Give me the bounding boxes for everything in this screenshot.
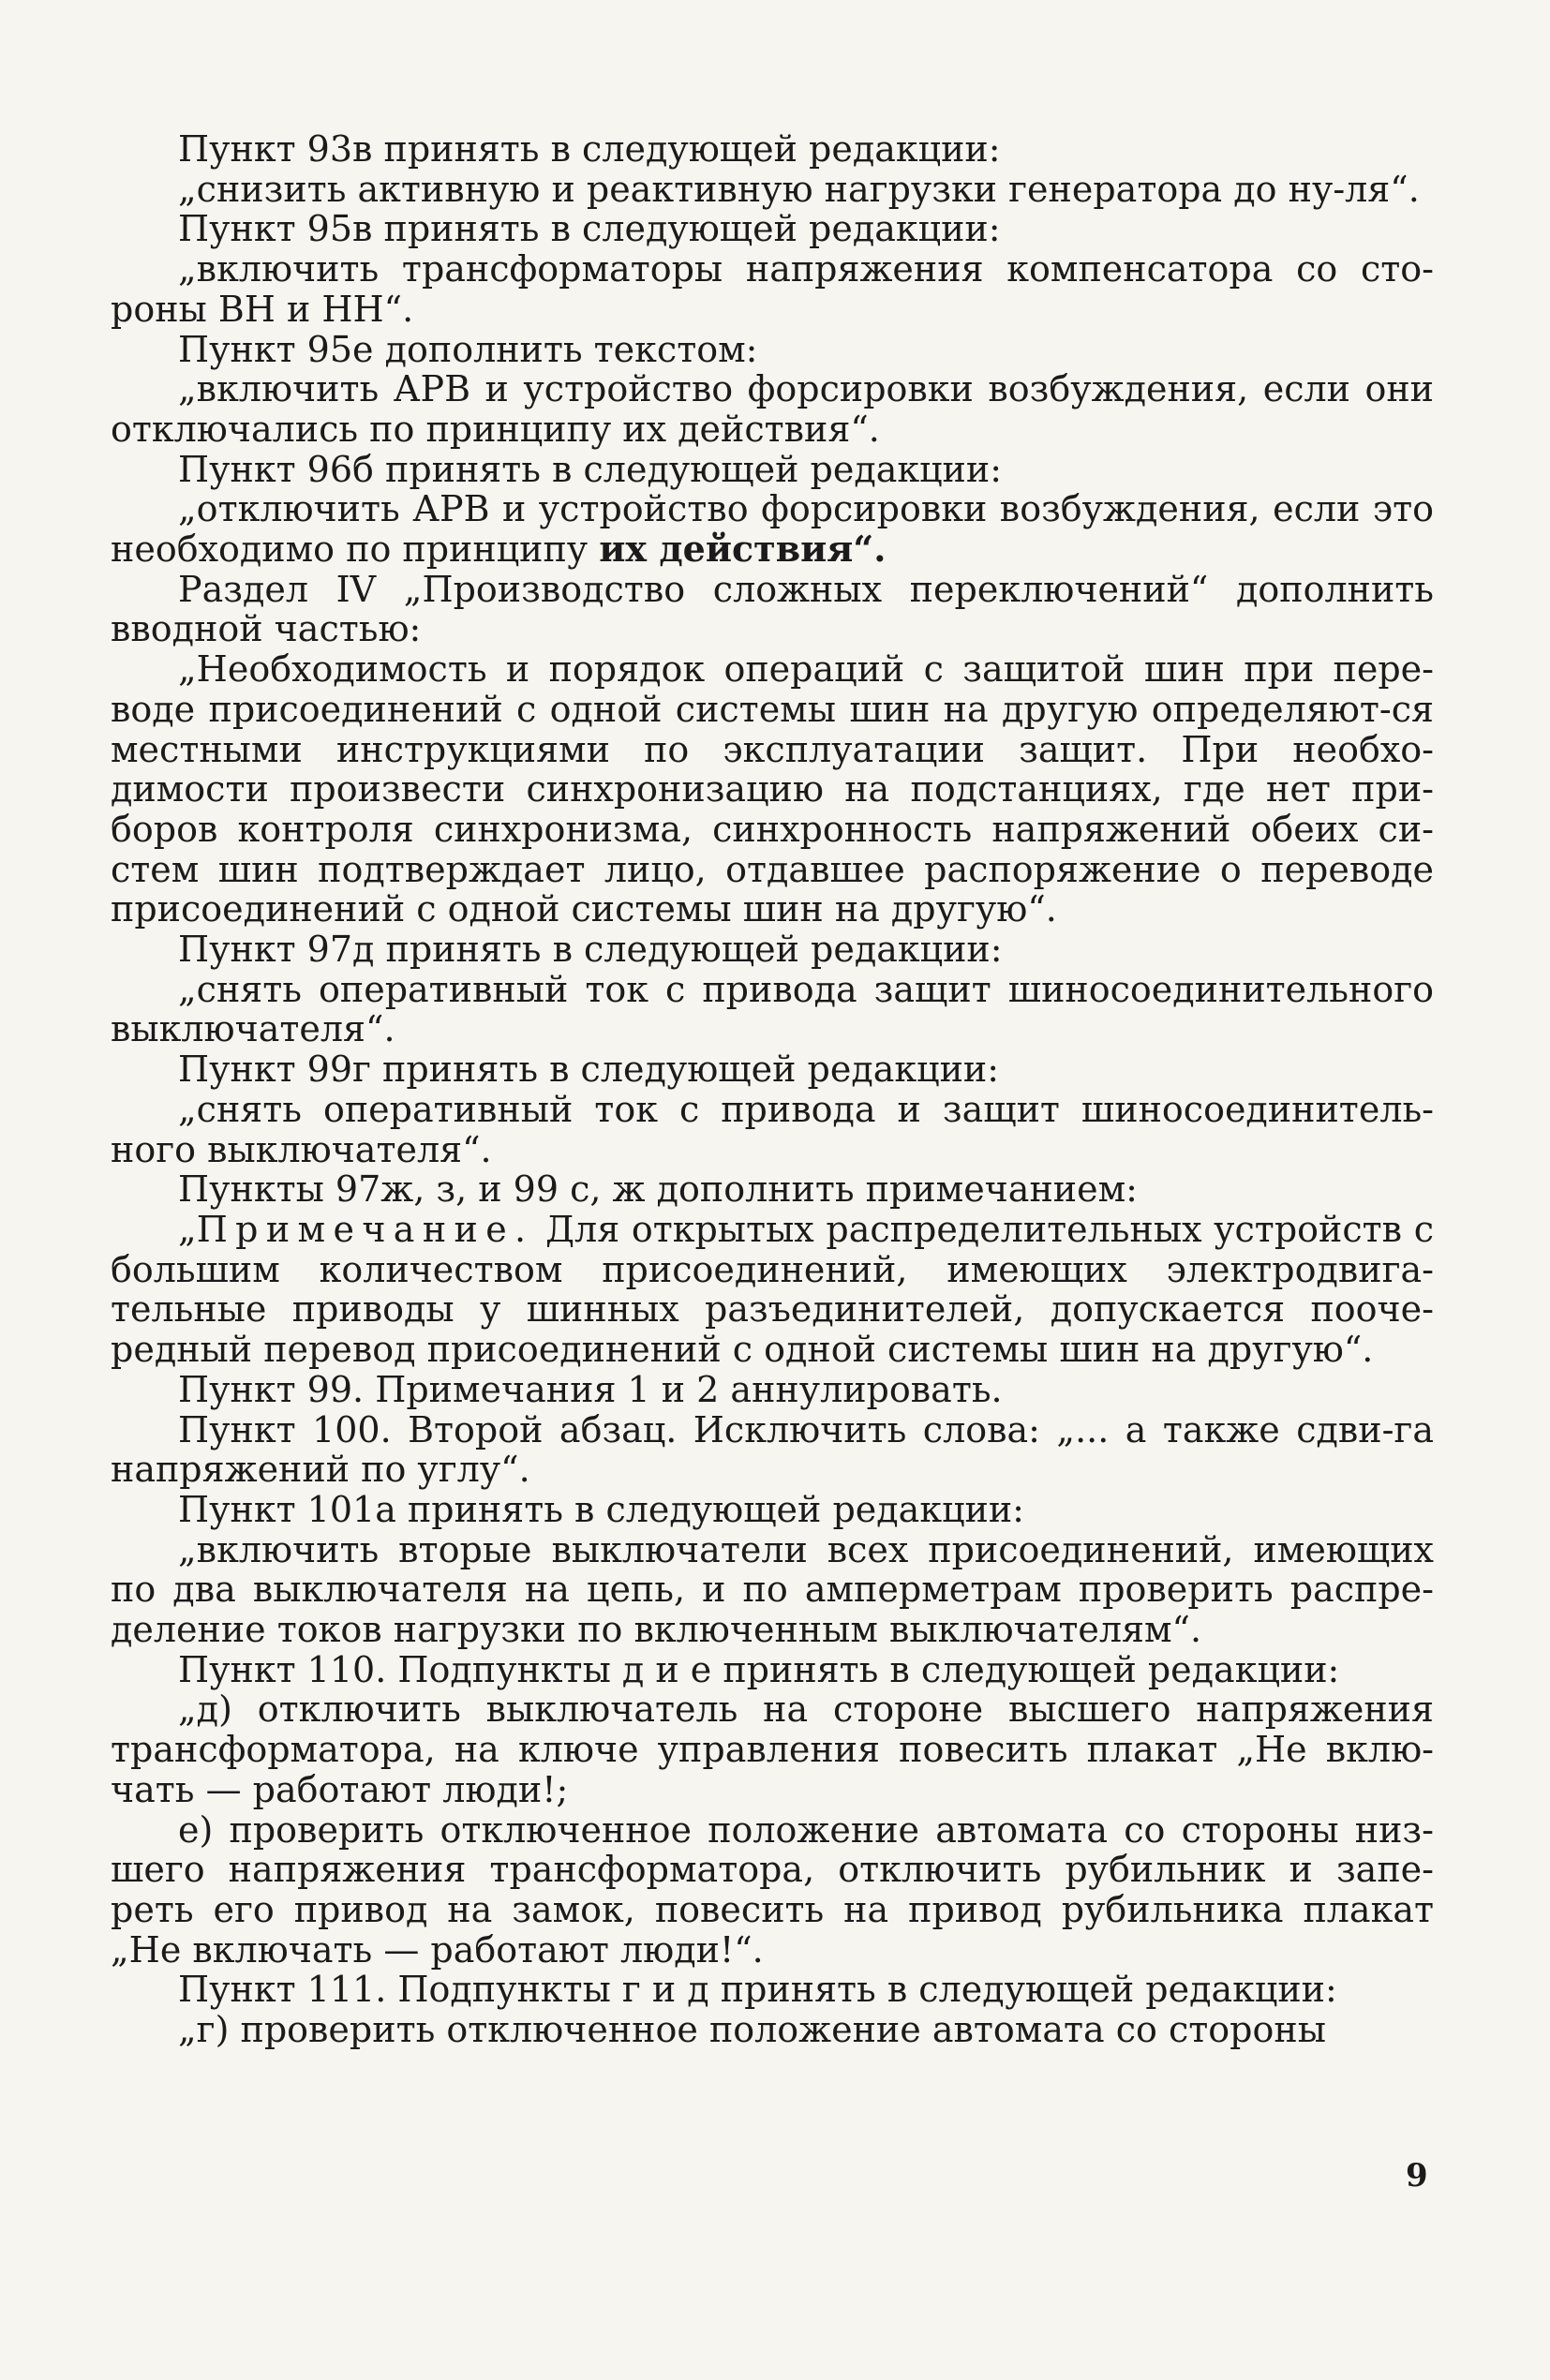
- paragraph-22: „д) отключить выключатель на стороне высшего напряжения трансформатора, на ключе управления повесить плакат „Не вклю-чать — работают люди!;: [111, 1688, 1434, 1810]
- page-number: 9: [1406, 2157, 1428, 2194]
- paragraph-15: Пункты 97ж, з, и 99 с, ж дополнить примечанием:: [178, 1168, 1138, 1211]
- paragraph-19: Пункт 101а принять в следующей редакции:: [178, 1488, 1024, 1530]
- paragraph-25: „г) проверить отключенное положение автомата со стороны: [178, 2009, 1326, 2051]
- note-label: Примечание.: [196, 1208, 534, 1250]
- paragraph-17: Пункт 99. Примечания 1 и 2 аннулировать.: [178, 1368, 1003, 1410]
- paragraph-4: „включить трансформаторы напряжения компенсатора со сто-роны ВН и НН“.: [111, 248, 1434, 330]
- paragraph-8-text: „отключить АРВ и устройство форсировки возбуждения, если это необходимо по принципу: [111, 488, 1434, 571]
- paragraph-8: [111, 489, 1434, 569]
- paragraph-18: Пункт 100. Второй абзац. Исключить слова: „... а также сдви-га напряжений по углу“.: [111, 1408, 1434, 1491]
- paragraph-12: „снять оперативный ток с привода защит шиносоединительного выключателя“.: [111, 968, 1434, 1050]
- paragraph-9: Раздел IV „Производство сложных переключений“ дополнить вводной частью:: [111, 568, 1434, 650]
- paragraph-6: „включить АРВ и устройство форсировки возбуждения, если они отключались по принципу их действия“.: [111, 368, 1434, 450]
- document-page: [111, 129, 1434, 2284]
- paragraph-7: Пункт 96б принять в следующей редакции:: [178, 448, 1003, 490]
- paragraph-5: Пункт 95е дополнить текстом:: [178, 328, 758, 370]
- paragraph-14: „снять оперативный ток с привода и защит шиносоединитель-ного выключателя“.: [111, 1088, 1434, 1170]
- paragraph-21: Пункт 110. Подпункты д и е принять в следующей редакции:: [178, 1648, 1340, 1690]
- paragraph-16: [111, 1210, 1434, 1370]
- paragraph-23: е) проверить отключенное положение автомата со стороны низ-шего напряжения трансформатора, отключить рубильник и запе-реть его привод на замок, повесить на привод рубильника плакат „Не включать — работают люди!“.: [111, 1808, 1434, 1971]
- paragraph-16-text: Для открытых распределительных устройств с большим количеством присоединений, имеющих электродвига-тельные приводы у шинных разъединителей, допускается пооче-редный перевод присоединений с одной системы шин на другую“.: [111, 1208, 1434, 1371]
- paragraph-1: Пункт 93в принять в следующей редакции:: [178, 128, 1001, 170]
- paragraph-24: Пункт 111. Подпункты г и д принять в следующей редакции:: [178, 1969, 1337, 2011]
- paragraph-10: „Необходимость и порядок операций с защитой шин при пере-воде присоединений с одной системы шин на другую определяют-ся местными инструкциями по эксплуатации защит. При необхо-димости произвести синхронизацию на подстанциях, где нет при-боров контроля синхронизма, синхронность напряжений обеих си-стем шин подтверждает лицо, отдавшее распоряжение о переводе присоединений с одной системы шин на другую“.: [111, 648, 1434, 930]
- paragraph-3: Пункт 95в принять в следующей редакции:: [178, 208, 1001, 250]
- paragraph-13: Пункт 99г принять в следующей редакции:: [178, 1049, 1000, 1091]
- note-open-quote: „: [178, 1208, 197, 1250]
- paragraph-11: Пункт 97д принять в следующей редакции:: [178, 929, 1003, 971]
- paragraph-2: „снизить активную и реактивную нагрузки генератора до ну-ля“.: [178, 168, 1420, 210]
- paragraph-8-bold-tail: их действия“.: [599, 528, 887, 571]
- paragraph-20: „включить вторые выключатели всех присоединений, имеющих по два выключателя на цепь, и по амперметрам проверить распре-деление токов нагрузки по включенным выключателям“.: [111, 1528, 1434, 1651]
